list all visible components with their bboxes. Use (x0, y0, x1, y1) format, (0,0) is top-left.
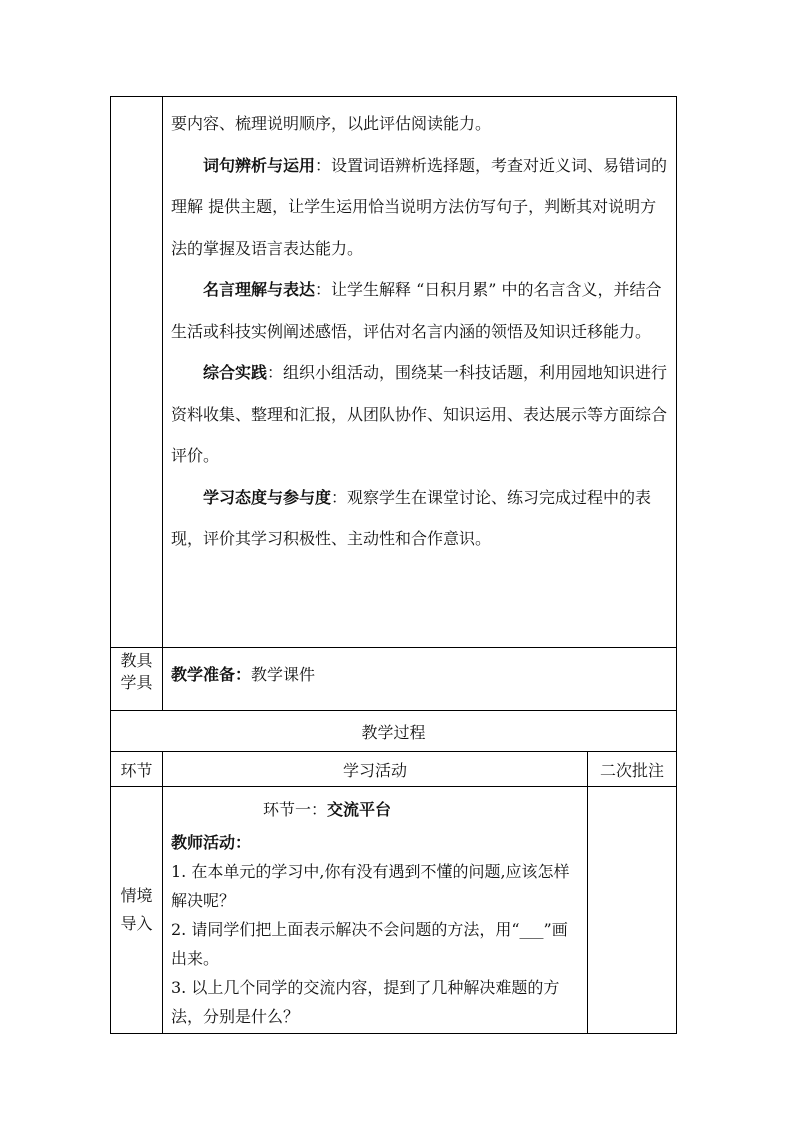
stage-label (111, 787, 163, 1034)
assessment-paragraph-practice (171, 352, 668, 477)
quotes-text: ：让学生解释 “日积月累” 中的名言含义，并结合生活或科技实例阐述感悟，评估对名言内涵的领悟及知识迁移能力。 (171, 280, 662, 341)
prep-title: 教学准备： (171, 665, 252, 684)
stage-heading (171, 795, 579, 824)
assessment-content-cell (163, 97, 677, 648)
attitude-text: ：观察学生在课堂讨论、练习完成过程中的表现，评价其学习积极性、主动性和合作意识。 (171, 487, 652, 548)
process-title-row (111, 711, 677, 752)
column-header-stage: 环节 (111, 752, 163, 787)
assessment-paragraph-quotes (171, 269, 668, 352)
practice-title: 综合实践 (203, 363, 268, 382)
teaching-tools-row (111, 648, 677, 711)
activity-item-1: 1. 在本单元的学习中,你有没有遇到不懂的问题,应该怎样解决呢？ (171, 862, 570, 910)
stage-heading-name: 交流平台 (327, 800, 392, 819)
stage-label-line2: 导入 (120, 914, 153, 933)
tools-label-line1: 教具 (120, 651, 153, 670)
attitude-title: 学习态度与参与度 (203, 487, 332, 507)
assessment-row (111, 97, 677, 648)
assessment-label-cell (111, 97, 163, 648)
stage-notes-cell (587, 787, 676, 1034)
quotes-title: 名言理解与表达 (203, 280, 316, 299)
word-usage-title: 词句辨析与运用 (203, 155, 316, 175)
assessment-paragraph-attitude (171, 477, 668, 560)
assessment-paragraph-continued: 要内容、梳理说明顺序，以此评估阅读能力。 (171, 114, 492, 133)
assessment-text (163, 97, 676, 560)
teaching-tools-content (163, 648, 677, 711)
column-header-notes: 二次批注 (587, 752, 676, 787)
stage-activity-cell (163, 787, 588, 1034)
process-header-row (111, 752, 677, 787)
stage-row (111, 787, 677, 1034)
activity-item-2: 2. 请同学们把上面表示解决不会问题的方法，用“___”画出来。 (171, 920, 568, 968)
practice-text: ：组织小组活动，围绕某一科技话题，利用园地知识进行资料收集、整理和汇报，从团队协作、知识运用、表达展示等方面综合评价。 (171, 363, 668, 465)
assessment-paragraph-word-usage (171, 145, 668, 270)
lesson-plan-table (110, 96, 677, 1034)
tools-label-line2: 学具 (120, 673, 153, 692)
activity-item-3: 3. 以上几个同学的交流内容，提到了几种解决难题的方法，分别是什么？ (171, 978, 560, 1026)
teacher-activity-title: 教师活动： (171, 833, 252, 852)
word-usage-text: ：设置词语辨析选择题，考查对近义词、易错词的理解 提供主题，让学生运用恰当说明方法仿写句子，判断其对说明方法的掌握及语言表达能力。 (171, 155, 668, 258)
stage-heading-prefix: 环节一： (263, 800, 328, 819)
prep-text: 教学课件 (251, 665, 316, 684)
stage-label-line1: 情境 (120, 886, 153, 905)
stage-activity (163, 787, 587, 1031)
column-header-activity: 学习活动 (163, 752, 588, 787)
teaching-tools-label (111, 648, 163, 711)
process-title: 教学过程 (111, 711, 677, 752)
